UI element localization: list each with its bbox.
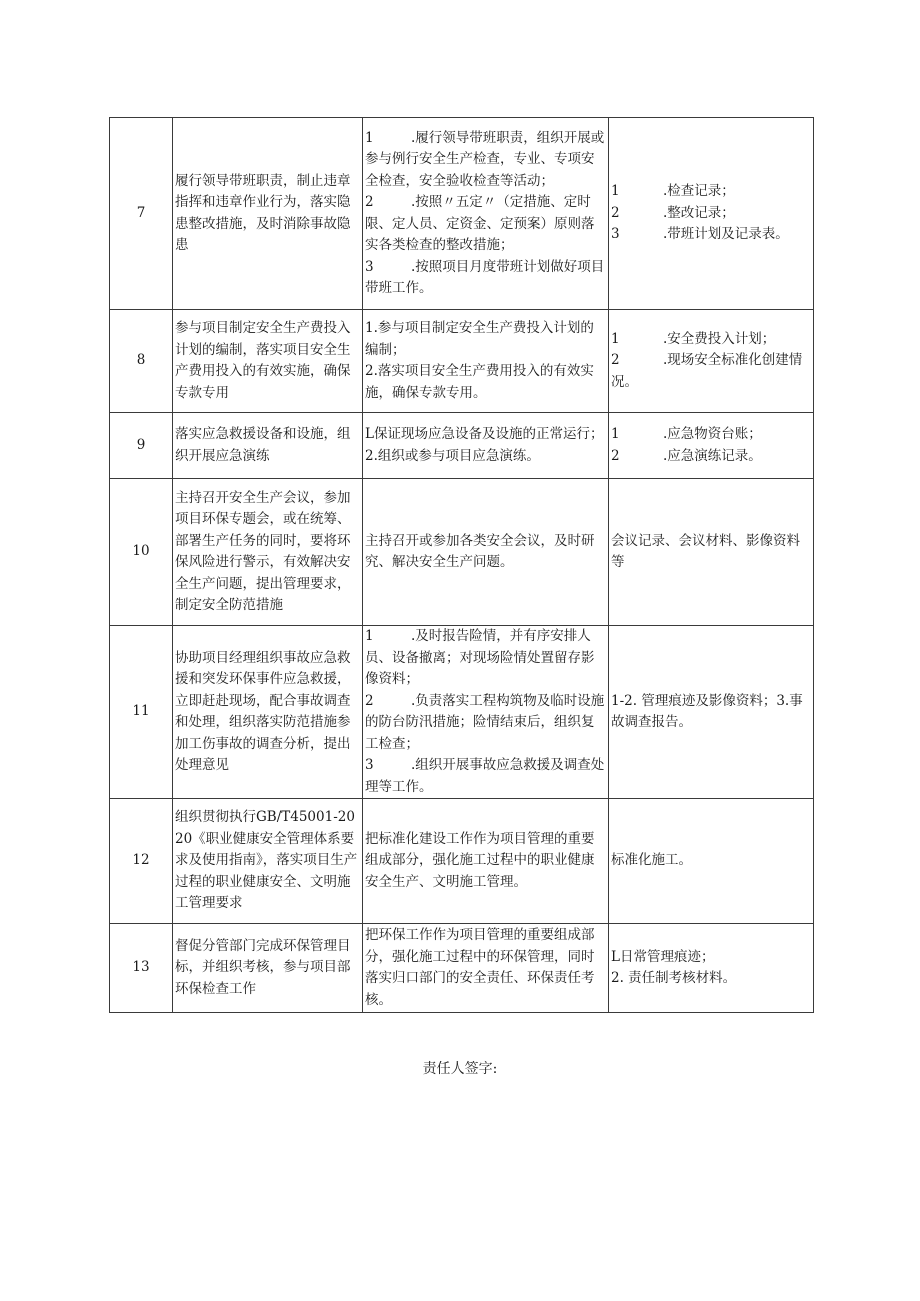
records-cell: [609, 118, 814, 310]
list-item: 2 .按照〃五定〃（定措施、定时限、定人员、定资金、定预案）原则落实各类检查的整改措施；: [365, 194, 595, 253]
table-row: [110, 924, 814, 1013]
row-number: 13: [110, 924, 173, 1013]
list-item: 2 .整改记录；: [611, 204, 735, 221]
records-cell: [609, 310, 814, 413]
task-cell: 组织贯彻执行GB/T45001-2020《职业健康安全管理体系要求及使用指南》，落实项目生产过程的职业健康安全、文明施工管理要求: [173, 799, 363, 924]
task-cell: 协助项目经理组织事故应急救援和突发环保事件应急救援，立即赶赴现场，配合事故调查和处理，组织落实防范措施参加工伤事故的调查分析，提出处理意见: [173, 626, 363, 799]
table-row: [110, 118, 814, 310]
table-row: [110, 479, 814, 626]
list-item: L保证现场应急设备及设施的正常运行；: [365, 426, 604, 442]
list-item: 1.参与项目制定安全生产费投入计划的编制；: [365, 320, 594, 358]
list-item: 1 .安全费投入计划；: [611, 330, 776, 347]
row-number: 12: [110, 799, 173, 924]
list-item: 2.组织或参与项目应急演练。: [365, 447, 540, 464]
task-cell: 参与项目制定安全生产费投入计划的编制，落实项目安全生产费用投入的有效实施，确保专款专用: [173, 310, 363, 413]
records-cell: [609, 626, 814, 799]
records-cell: [609, 413, 814, 479]
list-item: 2.落实项目安全生产费用投入的有效实施，确保专款专用。: [365, 363, 594, 401]
actions-cell: [363, 413, 609, 479]
table-row: [110, 799, 814, 924]
table-row: [110, 413, 814, 479]
list-item: 会议记录、会议材料、影像资料等: [611, 532, 800, 570]
list-item: 2 .现场安全标准化创建情况。: [611, 352, 803, 390]
list-item: 1 .履行领导带班职责，组织开展或参与例行安全生产检查，专业、专项安全检查，安全验收检查等活动；: [365, 129, 605, 189]
list-item: 把环保工作作为项目管理的重要组成部分，强化施工过程中的环保管理，同时落实归口部门的安全责任、环保责任考核。: [365, 927, 595, 1008]
row-number: 11: [110, 626, 173, 799]
list-item: 主持召开或参加各类安全会议，及时研究、解决安全生产问题。: [365, 532, 595, 570]
actions-cell: [363, 118, 609, 310]
list-item: 1-2. 管理痕迹及影像资料；3.事故调查报告。: [611, 692, 803, 730]
list-item: 3 .组织开展事故应急救援及调查处理等工作。: [365, 757, 605, 795]
records-cell: [609, 924, 814, 1013]
row-number: 9: [110, 413, 173, 479]
list-item: 3 .带班计划及记录表。: [611, 226, 789, 243]
responsibility-table: [109, 117, 814, 1013]
task-cell: 履行领导带班职责，制止违章指挥和违章作业行为，落实隐患整改措施，及时消除事故隐患: [173, 118, 363, 310]
list-item: L日常管理痕迹；: [611, 948, 715, 965]
actions-cell: [363, 626, 609, 799]
row-number: 10: [110, 479, 173, 626]
row-number: 8: [110, 310, 173, 413]
actions-cell: [363, 310, 609, 413]
actions-cell: [363, 799, 609, 924]
list-item: 1 .应急物资台账；: [611, 426, 762, 442]
actions-cell: [363, 924, 609, 1013]
list-item: 3 .按照项目月度带班计划做好项目带班工作。: [365, 258, 605, 296]
list-item: 2 .负责落实工程构筑物及临时设施的防台防汛措施；险情结束后，组织复工检查；: [365, 692, 605, 752]
records-cell: [609, 479, 814, 626]
task-cell: 督促分管部门完成环保管理目标，并组织考核，参与项目部环保检查工作: [173, 924, 363, 1013]
list-item: 2. 责任制考核材料。: [611, 970, 737, 986]
list-item: 标准化施工。: [611, 852, 692, 869]
records-cell: [609, 799, 814, 924]
row-number: 7: [110, 118, 173, 310]
task-cell: 落实应急救援设备和设施，组织开展应急演练: [173, 413, 363, 479]
list-item: 把标准化建设工作作为项目管理的重要组成部分，强化施工过程中的职业健康安全生产、文明施工管理。: [365, 830, 595, 890]
list-item: 1 .检查记录；: [611, 183, 735, 200]
table-row: [110, 310, 814, 413]
list-item: 2 .应急演练记录。: [611, 447, 762, 464]
signature-label: 责任人签字:: [422, 1061, 498, 1077]
task-cell: 主持召开安全生产会议，参加项目环保专题会，或在统筹、部署生产任务的同时，要将环保风险进行警示，有效解决安全生产问题，提出管理要求，制定安全防范措施: [173, 479, 363, 626]
list-item: 1 .及时报告险情，并有序安排人员、设备撤离；对现场险情处置留存影像资料；: [365, 628, 595, 687]
table-row: [110, 626, 814, 799]
actions-cell: [363, 479, 609, 626]
